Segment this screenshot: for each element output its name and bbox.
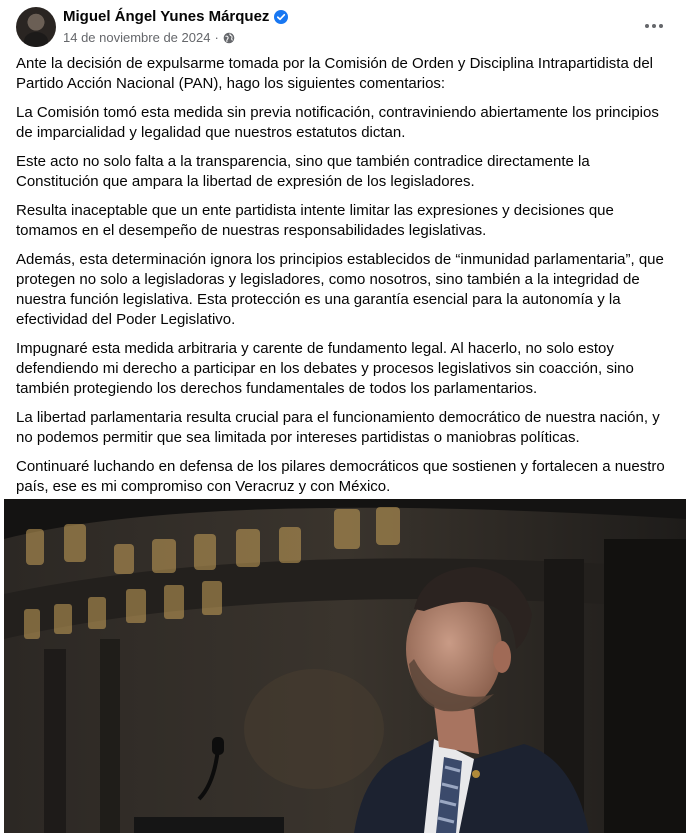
post-text xyxy=(16,54,676,506)
post-header xyxy=(0,0,690,52)
post-paragraph: Continuaré luchando en defensa de los pilares democráticos que sostienen y fortalecen a nuestro país, ese es mi compromiso con Veracruz y con México. xyxy=(16,458,665,495)
post-paragraph: Además, esta determinación ignora los principios establecidos de “inmunidad parlamentaria”, que protegen no solo a legisladoras y legisladores, como nosotros, sino también a la integridad de nuestra función legislativa. Esta protección es una garantía esencial para la autonomía y la efectividad del Poder Legislativo. xyxy=(16,251,664,328)
author-avatar[interactable] xyxy=(16,7,56,47)
post-paragraph: La libertad parlamentaria resulta crucial para el funcionamiento democrático de nuestra nación, y no podemos permitir que sea limitada por intereses partidistas o maniobras políticas. xyxy=(16,409,660,446)
post-paragraph: La Comisión tomó esta medida sin previa notificación, contraviniendo abiertamente los principios de imparcialidad y legalidad que nuestros estatutos dictan. xyxy=(16,104,659,141)
post-paragraph: Este acto no solo falta a la transparencia, sino que también contradice directamente la Constitución que ampara la libertad de expresión de los legisladores. xyxy=(16,153,590,190)
globe-icon[interactable] xyxy=(223,32,235,44)
post-paragraph: Resulta inaceptable que un ente partidista intente limitar las expresiones y decisiones que tomamos en el desempeño de nuestras responsabilidades legislativas. xyxy=(16,202,614,239)
more-options-button[interactable] xyxy=(640,12,668,40)
more-options-icon xyxy=(645,24,663,28)
photo-illustration xyxy=(4,499,686,833)
post-paragraph: Ante la decisión de expulsarme tomada por la Comisión de Orden y Disciplina Intrapartidista del Partido Acción Nacional (PAN), hago los siguientes comentarios: xyxy=(16,55,653,92)
author-line xyxy=(63,8,288,25)
verified-badge-icon xyxy=(274,10,288,24)
author-name[interactable]: Miguel Ángel Yunes Márquez xyxy=(63,8,270,25)
post-paragraph: Impugnaré esta medida arbitraria y carente de fundamento legal. Al hacerlo, no solo estoy defendiendo mi derecho a participar en los debates y procesos legislativos sin coacción, sino también protegiendo los derechos fundamentales de todos los parlamentarios. xyxy=(16,340,634,397)
post-date[interactable]: 14 de noviembre de 2024 xyxy=(63,30,211,45)
meta-separator: · xyxy=(214,30,219,45)
post-meta xyxy=(63,30,235,45)
post-photo[interactable] xyxy=(4,499,686,833)
